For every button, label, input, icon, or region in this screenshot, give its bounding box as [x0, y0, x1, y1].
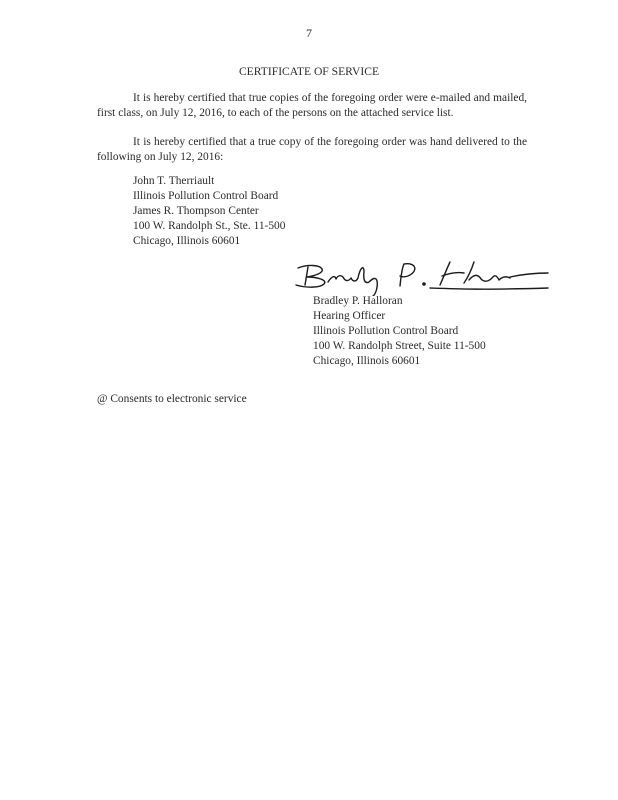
signer-title: Hearing Officer	[313, 310, 386, 322]
page-number: 7	[306, 26, 312, 40]
signer-address-block	[313, 294, 486, 369]
recipient-organization: Illinois Pollution Control Board	[133, 190, 279, 202]
recipient-city: Chicago, Illinois 60601	[133, 235, 241, 247]
recipient-street: 100 W. Randolph St., Ste. 11-500	[133, 220, 286, 232]
signer-organization: Illinois Pollution Control Board	[313, 325, 459, 337]
paragraph-hand-delivery: It is hereby certified that a true copy of the foregoing order was hand delivered to the following on July 12, 2016:	[97, 136, 527, 163]
signer-name: Bradley P. Halloran	[313, 295, 403, 307]
signer-city: Chicago, Illinois 60601	[313, 355, 421, 367]
recipient-building: James R. Thompson Center	[133, 205, 259, 217]
recipient-address-block	[133, 174, 285, 249]
recipient-name: John T. Therriault	[133, 175, 215, 187]
paragraph-service-mail: It is hereby certified that true copies of the foregoing order were e-mailed and mailed, first class, on July 12, 2016, to each of the persons on the attached service list.	[97, 92, 527, 119]
handwritten-signature	[288, 252, 550, 296]
document-title: CERTIFICATE OF SERVICE	[238, 65, 380, 78]
electronic-service-note: @ Consents to electronic service	[97, 393, 247, 405]
signer-street: 100 W. Randolph Street, Suite 11-500	[313, 340, 486, 352]
